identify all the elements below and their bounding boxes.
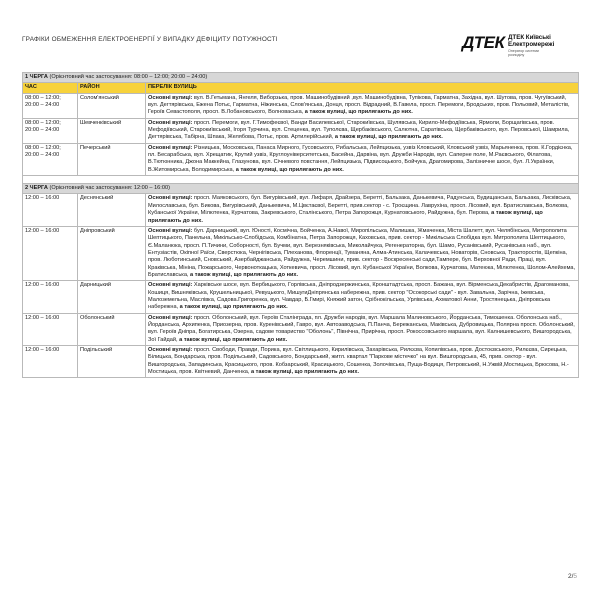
queue-time-note: (Орієнтовний час застосування: 08:00 – 12:00; 20:00 – 24:00) [47, 74, 208, 80]
streets-lead: Основні вулиці: [148, 119, 193, 126]
queue-time-note: (Орієнтовний час застосування: 12:00 – 16:00) [47, 185, 170, 192]
streets-list: просп. Маяковського, бул. Вигурівський, вул. Лифаря, Драйзера, Беретті, Бальзака, Данькевича, Радунська, Будищанська, Бальзака, Лисківська, Милославська, бул. Бикова, Вигурівський, Данькевича, М.Цвєтаєвої, Беретті, прив.сектор - с. Троєщина. Лаврухіна, просп. Лісовий, вул. Братиславська, Волкова, Кубанської України, Мілютенка, Курчатова, Закревського, Сталінського, Петра Запорожця, Курнатовського, Райдужна, бул. Перова, [148, 195, 572, 217]
time-cell: 08:00 – 12:00; 20:00 – 24:00 [23, 93, 78, 118]
district-cell: Печерський [78, 143, 146, 175]
streets-tail: а також вулиці, що прилягають до них. [334, 134, 443, 141]
streets-lead: Основні вулиці: [148, 347, 193, 353]
queue-header-cell [23, 184, 579, 194]
streets-tail: а також вулиці, що прилягають до них. [148, 210, 543, 224]
streets-cell [146, 118, 579, 143]
time-cell: 08:00 – 12:00; 20:00 – 24:00 [23, 143, 78, 175]
spacer-cell [23, 176, 579, 184]
streets-cell [146, 194, 579, 226]
streets-lead: Основні вулиці: [148, 282, 193, 289]
time-cell: 12:00 – 16:00 [23, 226, 78, 280]
streets-tail: а також вулиці, що прилягають до них. [190, 271, 299, 278]
column-header-streets: ПЕРЕЛІК ВУЛИЦЬ [146, 83, 579, 93]
table-row [23, 143, 579, 175]
page-current: 2 [567, 573, 572, 580]
document-title: ГРАФІКИ ОБМЕЖЕННЯ ЕЛЕКТРОЕНЕРГІЇ У ВИПАДКУ ДЕФІЦИТУ ПОТУЖНОСТІ [22, 36, 278, 43]
column-header-time: ЧАС [23, 83, 78, 93]
streets-cell [146, 93, 579, 118]
district-cell: Солом'янський [78, 93, 146, 118]
streets-tail: а також вулиці, що прилягають до них. [304, 109, 413, 116]
queue-header-cell [23, 73, 579, 83]
streets-tail: а також вулиці, що прилягають до них. [251, 369, 360, 376]
time-cell: 12:00 – 16:00 [23, 313, 78, 345]
queue-header-row [23, 73, 579, 83]
streets-list: вул. В.Гетьмана, Янгеля, Виборзька, пров. Машинобудівний ,вул. Машинобудівна, Тупікова, Гарматна, Західна, вул. Шутова, пров. Чугуївський, вул. Дегтярівська, Ежена Потьє, Гарматна, Ніжинська, Слов'янська, Донця, просп. Відрадний, В.Гавела, просп. Перемоги, Бродських, пров. Польовий, Металістів, Героїв Севастополя, просп. В.Лобановського, Волноваська, [148, 94, 570, 116]
streets-lead: Основні вулиці: [148, 314, 193, 321]
queue-spacer [23, 176, 579, 184]
district-cell: Шевченківський [78, 118, 146, 143]
streets-list: просп. Перемоги, вул. Г.Тимофеєвої, Ванди Василевської, Старокиївська, Шулявська, Кирило-Мефодіївська, Ярмоли, Борщагівська, пров. Мефодіївський, Старокиївський, Ігоря Турчина, вул. Стеценка, вул. Туполєва, Щербаківського, Салютна, Саратівська, Щербаківського, вул. Перовської, Шамрила, Дегтярівська, Табірна, Шпака, Желябова, Потьє, пров. Артилерійський, [148, 119, 570, 141]
table-row [23, 118, 579, 143]
district-cell: Подільський [78, 346, 146, 378]
streets-cell [146, 281, 579, 313]
table-row [23, 346, 579, 378]
page-number: 2/5 [567, 573, 577, 580]
streets-cell [146, 313, 579, 345]
streets-list: Різницька, Московська, Панаса Мирного, Гусовського, Рибальська, Лейпцизька, узвіз Кловський, Кловський узвіз, Марьяненка, пров. К.Гордієнка, пл. Бесарабська, вул. Хрещатик, Крутий узвіз, Круглоуніверситетська, Басейна, Дарвіна, вул. Дружби Народів, вул. Саперне поле, М.Раєвського, Філатова, В.Тютюнника, Джона Маккейна, Глазунова, вул. Січневого повстання, Лейпцизька, Підвисоцького, Бойчука, Драгомирова, Залізничне шосе, бул. Л.Українки, В.Житомирська, Володимирська, [148, 144, 573, 173]
table-row [23, 226, 579, 280]
streets-tail: а також вулиці, що прилягають до них. [179, 304, 288, 311]
district-cell: Дарницький [78, 281, 146, 313]
district-cell: Дніпровський [78, 226, 146, 280]
time-cell: 12:00 – 16:00 [23, 194, 78, 226]
logo-name-line1: ДТЕК Київські [508, 34, 551, 41]
table-row [23, 93, 579, 118]
dtek-logo [462, 30, 582, 58]
district-cell: Оболонський [78, 313, 146, 345]
logo-sub-line2: розподілу [508, 53, 525, 57]
logo-sub-line1: Оператор системи [508, 49, 539, 53]
streets-tail: а також вулиці, що прилягають до них. [179, 336, 288, 343]
streets-cell [146, 346, 579, 378]
queue-label: 2 ЧЕРГА [25, 185, 48, 192]
logo-mark: ДТЕК [462, 33, 505, 52]
schedule-table [22, 72, 579, 378]
page-header [22, 30, 582, 60]
column-header-district: РАЙОН [78, 83, 146, 93]
streets-list: просп. Свободи, Правди, Порика, вул. Світлицького, Кирилівська, Захарівська, Рилєєва, Копилівська, пров. Достоєвського, Рилєєва, Сирецька, Білицька, Бондарська, пров. Подільський, Садовського, Бондарський, житл. квартал "Паркове містечко" на вул. Вишгородська, 45, прив. сектор - вул. Вишгородська, Западинська, Красицького, пров. Кобзарський, Красицького, Сошенка, Золочівська, Пуща-Водиця, Петровський, Н.Ужвій,Мостицька, Брюсова, Н.-Мостицька, пров. Квітневий, Данченка, [148, 347, 569, 376]
queue-header-row [23, 184, 579, 194]
table-row [23, 313, 579, 345]
table-row [23, 194, 579, 226]
column-header-row [23, 83, 579, 93]
logo-company-name [508, 34, 554, 48]
time-cell: 12:00 – 16:00 [23, 281, 78, 313]
queue-label: 1 ЧЕРГА [25, 74, 48, 80]
time-cell: 12:00 – 16:00 [23, 346, 78, 378]
logo-name-line2: Електромережі [508, 41, 555, 48]
streets-list: бул. Дарницький, вул. Юності, Космічна, Бойченка, А.Навої, Миропільська, Малишка, Жмаченка, Міста Шалетт, вул. Челябінська, Митрополита Шептицького, Панельна, Микільсько-Слобідська, Комбінатна, Петра Запорожця, Каховська, прив. сектор - Микільська Слобідка вул. Митрополита Шептицького, Є.Маланюка, просп. П.Тичини, Соборності, бул. Бучми, вул. Березняківська, Миколайчука, Регенераторна, бул. Шамо, Русанівський, Русанівська наб., вул. Ентузіастів, Окіпної Раїси, Сверстюка, Чернігівська, Плеханова, Флоренції, Туманяна, Алма-Атинська, Калачевська, Новаторів, Сновська, Тракторостів, Щепкіна, пров. Люботинський, Сновський, Азербайджанська, Райдужна, Черемшини, прив. сектор - Воскресенські сади,Тампере, бул. Верховної Ради, Праці, вул. Краківська, Мініна, Пожарського, Червоноткацька, Хоткевича, просп. Лісовий, вул. Кубанської України, Волкова, Курчатова, Матеюка, Мілютенка, Шолом-Алейхема, Братиславська, [148, 227, 576, 278]
streets-list: Харківське шосе, вул. Вербицького, Горлівська, Дніпродзержинська, Кронштадтська, просп. Бажана, вул. Вірменська,Декабристів, Драгоманова, Кошиця, Вишняківська, Крушельницької, Ревуцького, МишугиДніпрянська набережна, прив. сектор "Осокорські сади" - вул. Завальна, Зарічна, Іжевська, Малоземельна, Маслівка, Садова.Григоренка, вул. Чавдар, Б.Гмирі, Княжий затон, Срібнокільська, Урлівська, Ахматової Анни, Тростянецька, Дніпровська набережна, [148, 282, 570, 311]
page-total: 5 [573, 573, 577, 580]
logo-subtitle [508, 49, 539, 57]
streets-cell [146, 226, 579, 280]
streets-lead: Основні вулиці: [148, 144, 193, 151]
district-cell: Деснянський [78, 194, 146, 226]
table-row [23, 281, 579, 313]
streets-lead: Основні вулиці: [148, 227, 193, 234]
streets-cell [146, 143, 579, 175]
streets-lead: Основні вулиці: [148, 94, 193, 101]
time-cell: 08:00 – 12:00; 20:00 – 24:00 [23, 118, 78, 143]
streets-list: просп. Оболонський, вул. Героїв Сталінграда, пл. Дружби народів, вул. Маршала Малиновського, Йорданська, Тимошенка. Оболонська наб., Йорданська, Архипенка, Приозерна, пров. Куренівський, Гавро, вул. Автозаводська, П.Панча, Бережанська, Маківська, Дубровицька, Полярна просп. Оболонський, вул. Героїв Дніпра, Богатирська, Озерна, садове товариство "Оболонь", Північна, Прирічна, просп. Рокоссовського маршала, вул. Калнишевського, Вишгородська, Зої Гайдай, [148, 314, 575, 343]
streets-tail: а також вулиці, що прилягають до них. [235, 166, 344, 173]
streets-lead: Основні вулиці: [148, 195, 193, 202]
